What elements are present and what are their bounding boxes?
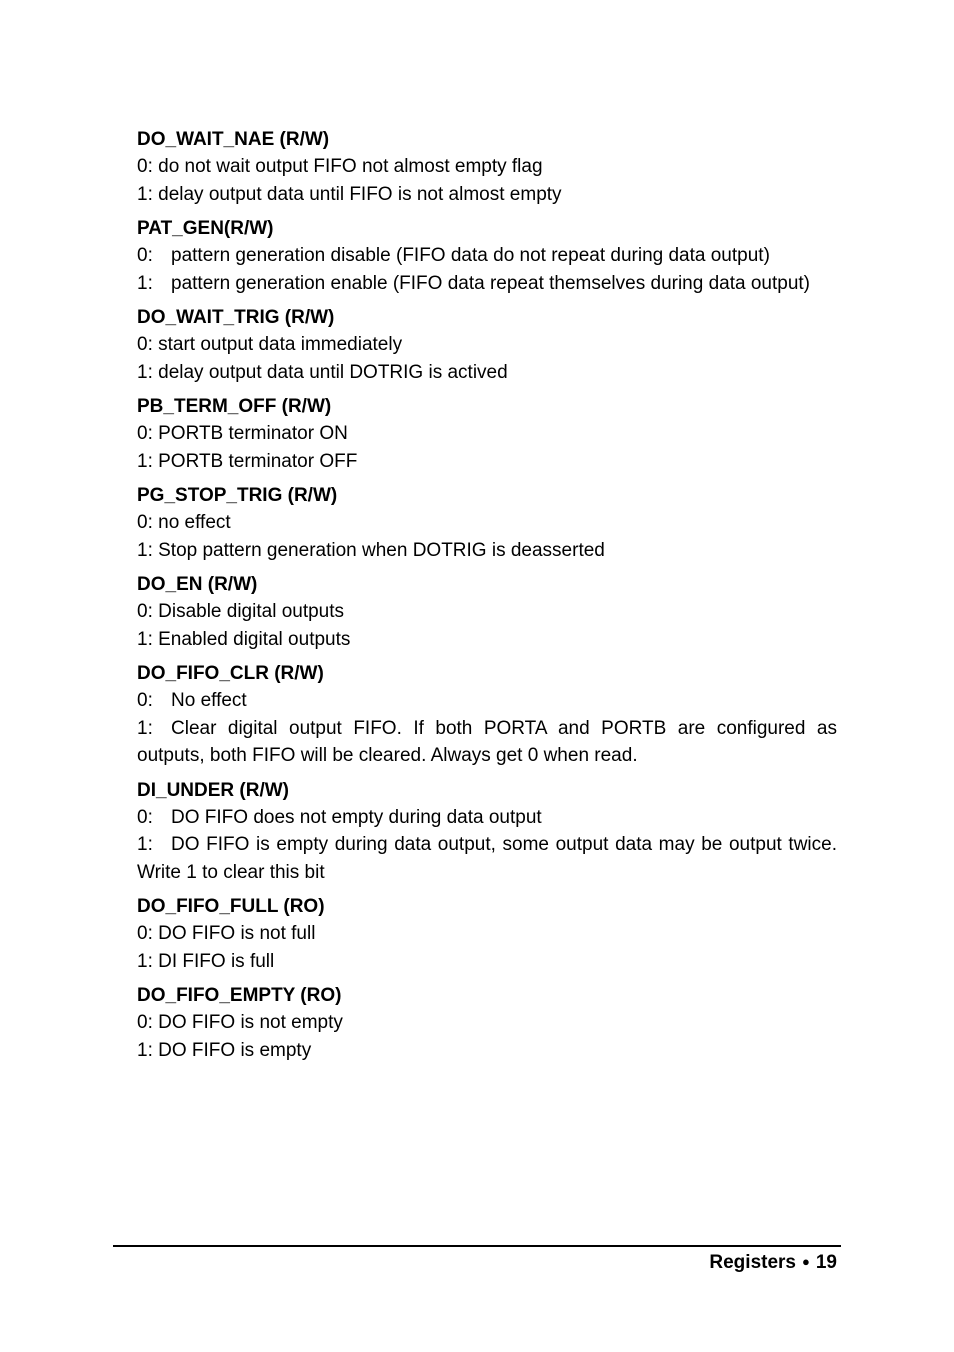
- bit-value-text: Clear digital output FIFO. If both PORTA and PORTB are configured as outputs, both FIFO will be cleared. Always get 0 when read.: [137, 717, 837, 766]
- footer-chapter-label: Registers: [709, 1252, 796, 1273]
- bit-value-line: 0: no effect: [137, 512, 231, 533]
- bit-value-line: 0: start output data immediately: [137, 334, 403, 355]
- bit-value-number: 0:: [137, 690, 153, 711]
- bit-value-line: 1: DI FIFO is full: [137, 950, 275, 972]
- bit-value-line: [137, 715, 837, 770]
- bit-value-number: 1:: [137, 834, 153, 855]
- register-heading: DO_WAIT_TRIG (R/W): [137, 307, 335, 328]
- register-heading: DO_FIFO_FULL (RO): [137, 896, 325, 917]
- bit-value-line: 1: delay output data until FIFO is not almost empty: [137, 183, 562, 205]
- bit-value-line: 0: Disable digital outputs: [137, 601, 345, 622]
- bit-value-line: [137, 687, 837, 715]
- bit-value-line: 0: PORTB terminator ON: [137, 423, 348, 444]
- register-heading: DO_FIFO_CLR (R/W): [137, 663, 324, 684]
- register-heading: DO_EN (R/W): [137, 574, 258, 595]
- bit-value-line: 1: Enabled digital outputs: [137, 628, 351, 650]
- register-heading: DO_FIFO_EMPTY (RO): [137, 985, 342, 1006]
- page-footer: [709, 1250, 837, 1275]
- register-section-do-fifo-full: [137, 893, 837, 975]
- bit-value-number: 1:: [137, 717, 153, 739]
- bit-value-line: 0: DO FIFO is not full: [137, 923, 316, 944]
- register-section-do-wait-nae: [137, 126, 837, 208]
- bit-value-line: [137, 242, 837, 270]
- bit-value-line: [137, 831, 837, 886]
- register-section-di-under: [137, 777, 837, 887]
- register-heading: PAT_GEN(R/W): [137, 218, 274, 239]
- bit-value-line: 1: DO FIFO is empty: [137, 1039, 312, 1061]
- bit-value-text: pattern generation disable (FIFO data do not repeat during data output): [171, 245, 770, 266]
- bit-value-line: [137, 804, 837, 832]
- register-section-do-fifo-empty: [137, 982, 837, 1064]
- bit-value-number: 0:: [137, 806, 153, 828]
- bit-value-number: 0:: [137, 245, 153, 266]
- register-heading: PG_STOP_TRIG (R/W): [137, 485, 338, 506]
- bit-value-line: 1: delay output data until DOTRIG is actived: [137, 361, 508, 383]
- page-number: 19: [815, 1252, 837, 1273]
- register-heading: DO_WAIT_NAE (R/W): [137, 129, 330, 150]
- register-heading: DI_UNDER (R/W): [137, 779, 289, 801]
- bullet-icon: ●: [802, 1254, 810, 1269]
- footer-divider: [113, 1245, 841, 1247]
- bit-value-line: [137, 270, 837, 298]
- register-section-pg-stop-trig: [137, 482, 837, 564]
- bit-value-line: 0: DO FIFO is not empty: [137, 1012, 343, 1033]
- bit-value-line: 1: Stop pattern generation when DOTRIG is deasserted: [137, 539, 605, 561]
- register-section-do-fifo-clr: [137, 660, 837, 770]
- register-section-pb-term-off: [137, 393, 837, 475]
- bit-value-text: pattern generation enable (FIFO data repeat themselves during data output): [171, 272, 811, 294]
- register-section-pat-gen: [137, 215, 837, 297]
- bit-value-line: 1: PORTB terminator OFF: [137, 450, 358, 472]
- bit-value-line: 0: do not wait output FIFO not almost empty flag: [137, 156, 543, 177]
- bit-value-text: DO FIFO does not empty during data output: [171, 806, 542, 828]
- register-section-do-wait-trig: [137, 304, 837, 386]
- bit-value-text: DO FIFO is empty during data output, some output data may be output twice. Write 1 to clear this bit: [137, 834, 837, 883]
- bit-value-text: No effect: [171, 690, 247, 711]
- register-bit-descriptions: [137, 126, 837, 1071]
- register-heading: PB_TERM_OFF (R/W): [137, 396, 332, 417]
- register-section-do-en: [137, 571, 837, 653]
- bit-value-number: 1:: [137, 272, 153, 294]
